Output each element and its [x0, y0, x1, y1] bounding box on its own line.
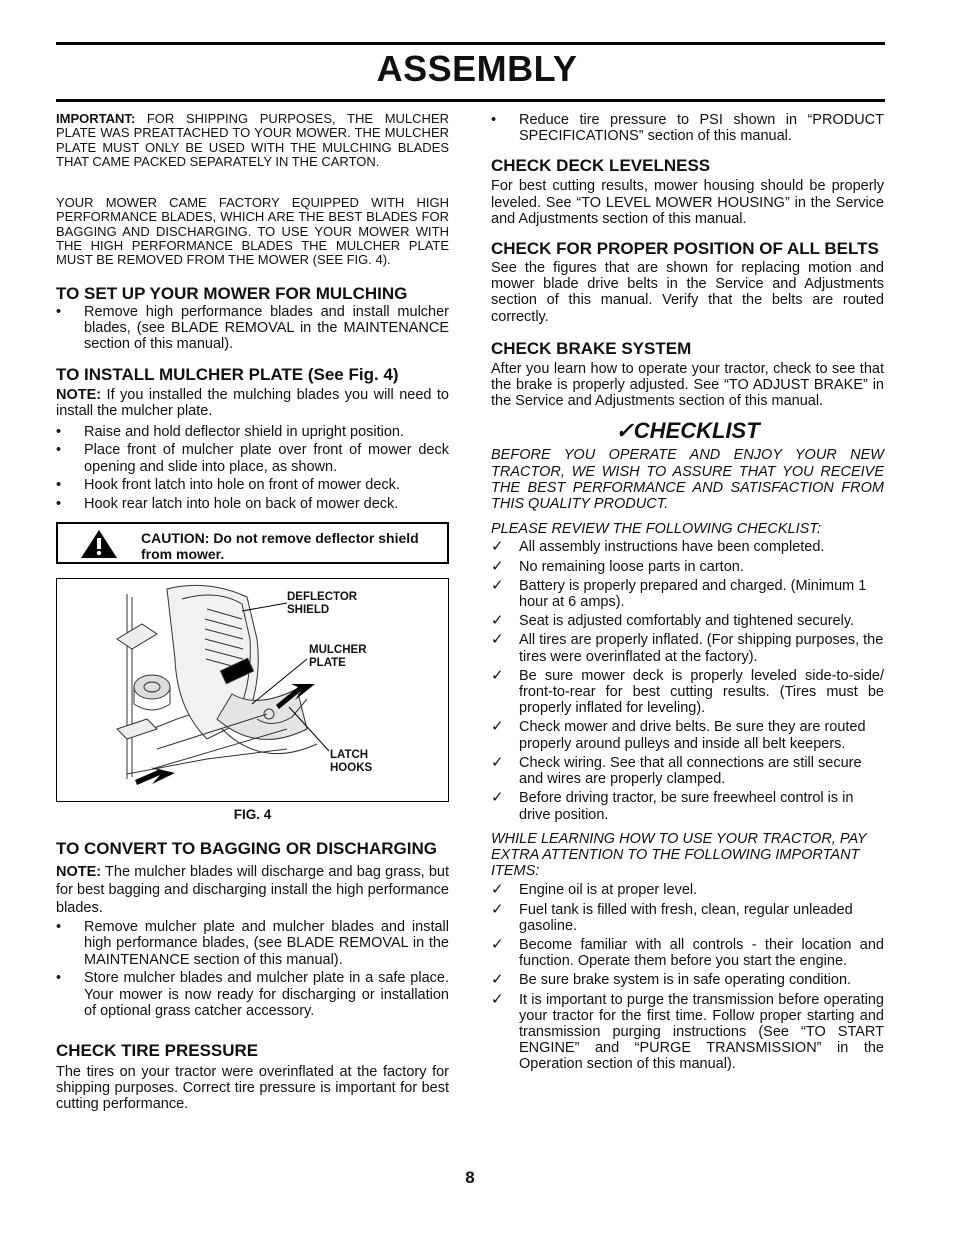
list-item: ✓ It is important to purge the transmission before operating your tractor for the first time. Follow proper starting and transmission purging instructions (See “TO START ENGINE” and “PURGE TRANSMISSION” in the Operation section of this manual). — [491, 990, 884, 1073]
mulcher-plate-label: MULCHER PLATE — [309, 644, 367, 670]
list-item: ✓ Check wiring. See that all connections are still secure and wires are properly clamped. — [491, 753, 862, 788]
list-item: • Hook rear latch into hole on back of mower deck. — [56, 496, 399, 512]
check-icon: ✓ — [491, 935, 504, 953]
factory-notice: YOUR MOWER CAME FACTORY EQUIPPED WITH HIGH PERFORMANCE BLADES, WHICH ARE THE BEST BLADES FOR BAGGING AND DISCHARGING. TO USE YOUR MOWER WITH THE HIGH PERFORMANCE BLADES THE MULCHER PLATE MUST BE REMOVED FROM THE MOWER (SEE FIG. 4). — [56, 195, 449, 268]
deflector-shield-label: DEFLECTOR SHIELD — [287, 591, 358, 617]
list-item: ✓ Engine oil is at proper level. — [491, 881, 698, 899]
list-item: ✓ Check mower and drive belts. Be sure they are routed properly around pulleys and inside all belt keepers. — [491, 718, 866, 752]
setup-heading: TO SET UP YOUR MOWER FOR MULCHING — [56, 283, 408, 303]
list-item: ✓ Before driving tractor, be sure freewheel control is in drive position. — [491, 789, 854, 823]
list-item: ✓ No remaining loose parts in carton. — [491, 557, 744, 575]
list-item: ✓ Be sure mower deck is properly leveled side-to-side/ front-to-rear for best cutting results. (Tires must be properly inflated for leveling). — [491, 666, 884, 717]
brake-text: After you learn how to operate your tractor, check to see that the brake is properly adjusted. See “TO ADJUST BRAKE” in the Service and Adjustments section of this manual. — [491, 360, 884, 410]
important-notice — [56, 112, 449, 169]
list-item: ✓ Become familiar with all controls - their location and function. Operate them before you start the engine. — [491, 935, 884, 970]
brake-heading: CHECK BRAKE SYSTEM — [491, 338, 692, 358]
check-icon: ✓ — [491, 718, 504, 736]
check-icon: ✓ — [491, 538, 504, 556]
tire-list — [491, 112, 884, 144]
list-item: • Reduce tire pressure to PSI shown in “PRODUCT SPECIFICATIONS” section of this manual. — [491, 112, 884, 145]
install-note: NOTE: If you installed the mulching blades you will need to install the mulcher plate. — [56, 387, 449, 420]
convert-heading: TO CONVERT TO BAGGING OR DISCHARGING — [56, 839, 437, 859]
title-underline — [56, 99, 885, 102]
checklist-intro: BEFORE YOU OPERATE AND ENJOY YOUR NEW TRACTOR, WE WISH TO ASSURE THAT YOU RECEIVE THE BEST PERFORMANCE AND SATISFACTION FROM THIS QUALITY PRODUCT. — [491, 447, 884, 513]
list-item: ✓ Battery is properly prepared and charged. (Minimum 1 hour at 6 amps). — [491, 576, 867, 611]
list-item: • Remove mulcher plate and mulcher blades and install high performance blades, (see BLADE REMOVAL in the MAINTENANCE section of this manual). — [56, 919, 449, 968]
page-title: ASSEMBLY — [376, 48, 578, 89]
list-item: • Hook front latch into hole on front of mower deck. — [56, 477, 400, 494]
check-icon: ✓ — [491, 557, 504, 575]
check-icon: ✓ — [491, 971, 504, 989]
checklist — [491, 539, 884, 822]
setup-list — [56, 304, 449, 353]
checklist-title: ✓CHECKLIST — [615, 418, 760, 444]
learning-list — [491, 882, 884, 1072]
important-text: FOR SHIPPING PURPOSES, THE MULCHER PLATE WAS PREATTACHED TO YOUR MOWER. THE MULCHER PLATE MUST ONLY BE USED WITH THE MULCHING BLADES THAT CAME PACKED SEPARATELY IN THE CARTON. — [56, 111, 449, 169]
left-column — [56, 112, 449, 1113]
check-icon: ✓ — [491, 789, 504, 807]
list-item: • Remove high performance blades and install mulcher blades, (see BLADE REMOVAL in the MAINTENANCE section of this manual). — [56, 303, 449, 353]
check-icon: ✓ — [491, 900, 504, 918]
check-icon: ✓ — [491, 612, 504, 630]
check-icon: ✓ — [491, 990, 504, 1008]
check-icon: ✓ — [491, 666, 504, 684]
top-rule — [56, 42, 885, 45]
check-icon: ✓ — [491, 576, 504, 594]
belts-text: See the figures that are shown for replacing motion and mower blade drive belts in the Service and Adjustments section of this manual. Verify that the belts are routed correctly. — [491, 260, 884, 325]
list-item: ✓ All assembly instructions have been completed. — [491, 538, 825, 556]
latch-hooks-label: LATCH HOOKS — [330, 749, 373, 775]
convert-list — [56, 919, 449, 1019]
warning-icon — [80, 529, 118, 559]
install-heading: TO INSTALL MULCHER PLATE (See Fig. 4) — [56, 365, 399, 385]
right-column — [491, 112, 884, 1076]
list-item: • Place front of mulcher plate over front of mower deck opening and slide into place, as shown. — [56, 442, 449, 475]
caution-text: CAUTION: Do not remove deflector shield from mower. — [141, 530, 419, 563]
check-icon: ✓ — [491, 881, 504, 899]
convert-note: NOTE: The mulcher blades will discharge and bag grass, but for best bagging and discharging install the high performance blades. — [56, 864, 449, 917]
check-icon: ✓ — [491, 753, 504, 771]
figure-4 — [56, 578, 449, 802]
install-list — [56, 424, 449, 513]
caution-box — [56, 522, 449, 564]
learning-text: WHILE LEARNING HOW TO USE YOUR TRACTOR, PAY EXTRA ATTENTION TO THE FOLLOWING IMPORTANT ITEMS: — [491, 830, 867, 880]
list-item: ✓ Fuel tank is filled with fresh, clean, regular unleaded gasoline. — [491, 900, 853, 934]
review-text: PLEASE REVIEW THE FOLLOWING CHECKLIST: — [491, 521, 822, 538]
list-item: • Raise and hold deflector shield in upright position. — [56, 423, 405, 440]
list-item: • Store mulcher blades and mulcher plate in a safe place. Your mower is now ready for discharging or installation of optional grass catcher accessory. — [56, 970, 449, 1019]
list-item: ✓ All tires are properly inflated. (For shipping purposes, the tires were overinflated at the factory). — [491, 631, 884, 665]
list-item: ✓ Seat is adjusted comfortably and tightened securely. — [491, 612, 855, 630]
deck-text: For best cutting results, mower housing should be properly leveled. See “TO LEVEL MOWER HOUSING” in the Service and Adjustments section of this manual. — [491, 178, 884, 227]
mulcher-plate-illustration — [57, 579, 449, 802]
figure-caption: FIG. 4 — [233, 807, 272, 823]
important-label: IMPORTANT: — [56, 111, 136, 126]
list-item: ✓ Be sure brake system is in safe operating condition. — [491, 971, 852, 989]
page-number: 8 — [465, 1168, 475, 1187]
belts-heading: CHECK FOR PROPER POSITION OF ALL BELTS — [491, 239, 879, 259]
tire-text: The tires on your tractor were overinflated at the factory for shipping purposes. Correct tire pressure is important for best cutting performance. — [56, 1063, 449, 1113]
tire-heading: CHECK TIRE PRESSURE — [56, 1040, 259, 1060]
deck-heading: CHECK DECK LEVELNESS — [491, 156, 711, 176]
check-icon: ✓ — [491, 631, 504, 649]
